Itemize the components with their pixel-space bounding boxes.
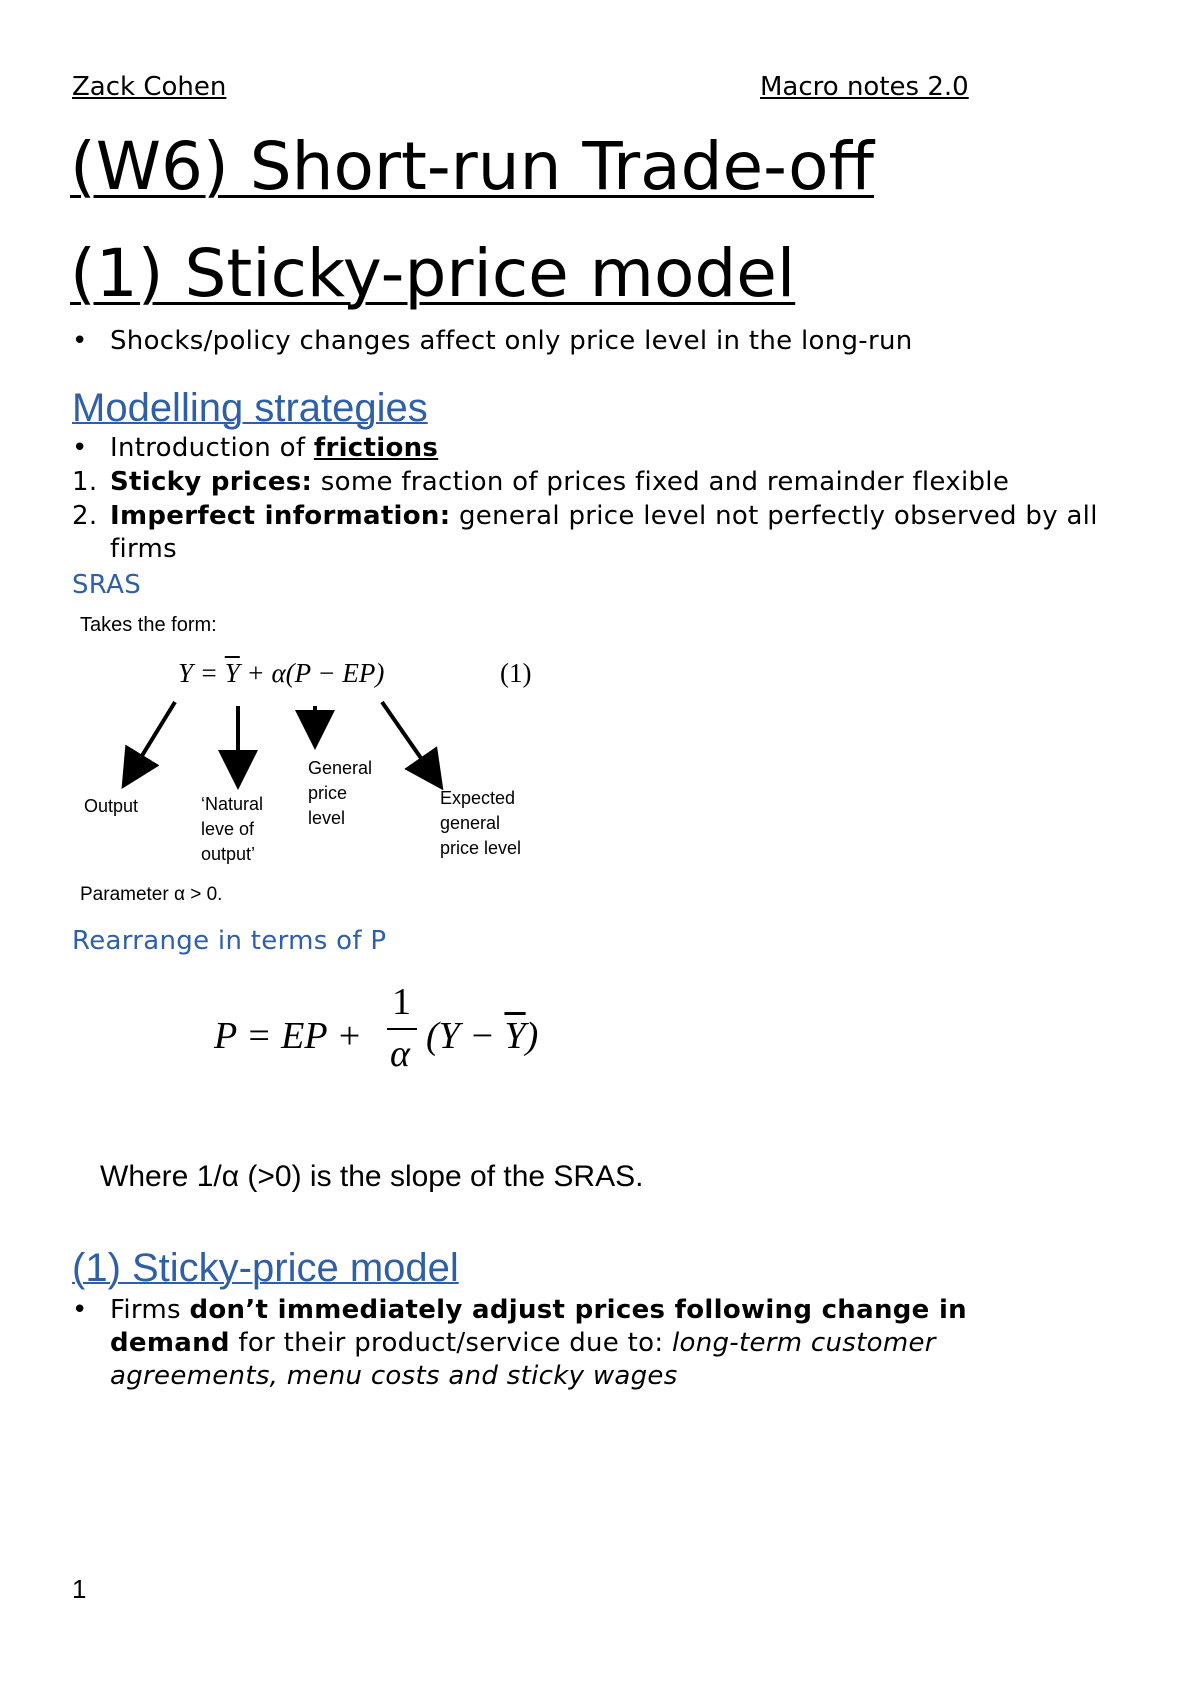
takes-form-label: Takes the form: (80, 614, 217, 636)
sras-equation-figure (60, 650, 620, 880)
expected-price-label: Expected general price level (440, 788, 522, 858)
rearrange-heading: Rearrange in terms of P (72, 926, 387, 956)
bullet-icon: • (72, 326, 88, 356)
model-title: (1) Sticky-price model (70, 235, 796, 312)
intro-bullet: • Shocks/policy changes affect only price level in the long-run (72, 326, 913, 356)
equation-number: (1) (500, 658, 532, 688)
general-price-label: General price level (308, 758, 373, 828)
list-item-imperfect-info: 2. Imperfect information: general price level not perfectly observed by all firms (72, 501, 1098, 564)
rearranged-equation: P = EP + 1 α $(Y - \overline{Y})$ (214, 981, 539, 1075)
parameter-note: Parameter α > 0. (80, 884, 223, 905)
document-title: Macro notes 2.0 (760, 72, 969, 102)
sras-heading: SRAS (72, 570, 142, 600)
modelling-heading: Modelling strategies (72, 386, 428, 430)
bullet-icon: • (72, 1295, 88, 1325)
expected-arrow (382, 702, 432, 774)
output-arrow (132, 702, 175, 772)
output-label: Output (84, 796, 139, 816)
list-item-sticky-prices: 1. Sticky prices: some fraction of prices fixed and remainder flexible (72, 467, 1010, 497)
week-title: (W6) Short-run Trade-off (70, 128, 875, 205)
natural-output-label: ‘Natural leve of output’ (201, 794, 264, 864)
sticky-model-heading: (1) Sticky-price model (72, 1246, 459, 1290)
slope-note: Where 1/α (>0) is the slope of the SRAS. (100, 1160, 644, 1193)
bullet-icon: • (72, 433, 88, 463)
sras-equation: $Y = \overline{Y} + \alpha(P - EP)$ (178, 658, 385, 688)
author-name: Zack Cohen (72, 72, 227, 102)
frictions-bullet: • Introduction of frictions (72, 433, 439, 463)
page-number: 1 (72, 1574, 87, 1604)
frictions-term: frictions (313, 433, 439, 463)
sticky-bullet: • Firms don’t immediately adjust prices following change in demand for their product/service due to: long-term customer agreements, menu costs and sticky wages (72, 1295, 967, 1391)
